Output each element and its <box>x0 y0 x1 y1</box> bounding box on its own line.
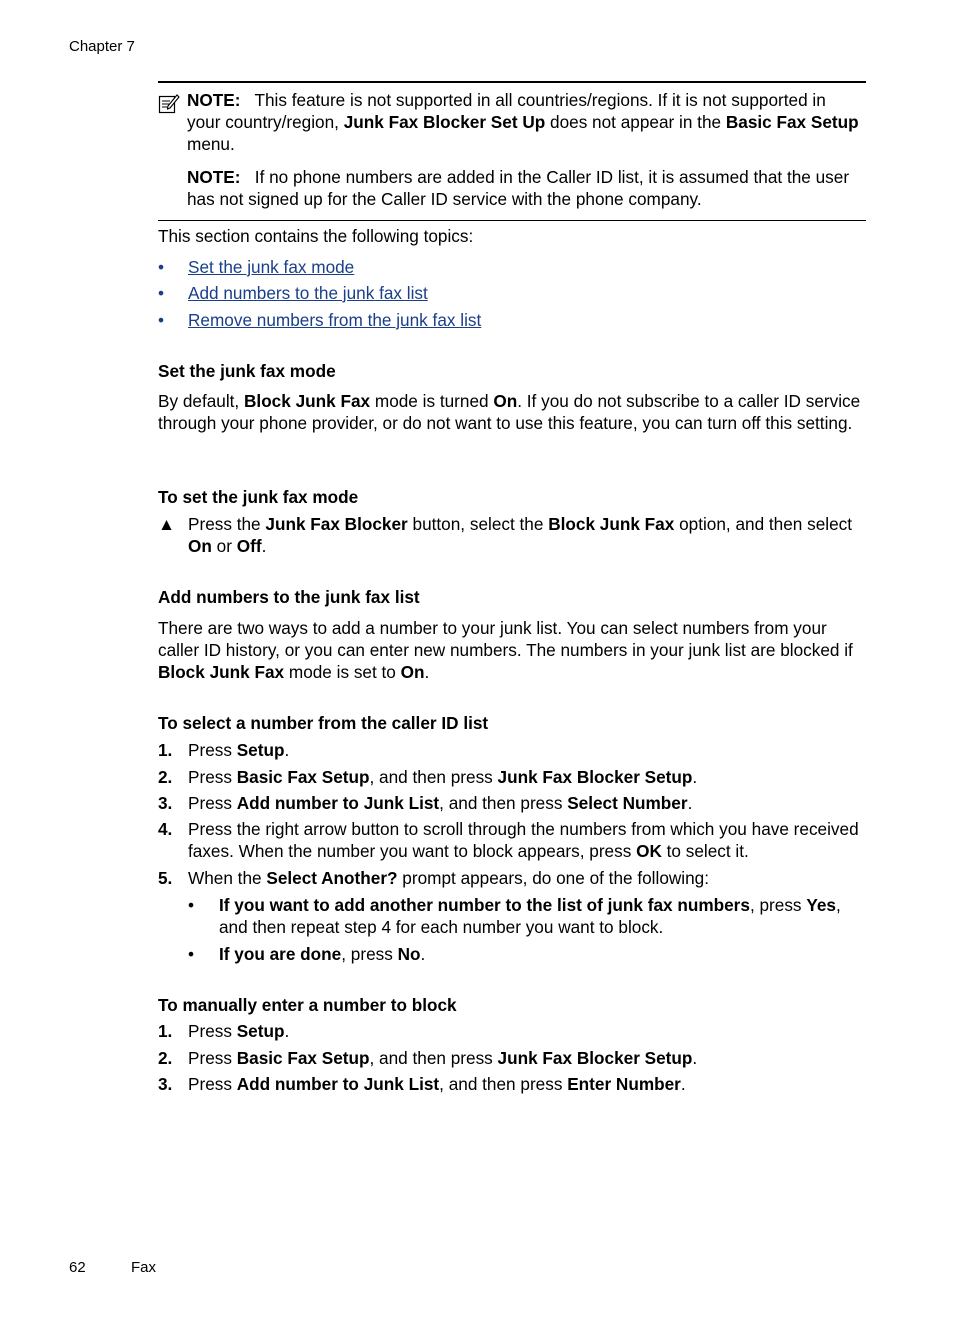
step-text: Press Setup. <box>188 740 290 760</box>
section-2-paragraph: There are two ways to add a number to your junk list. You can select numbers from your caller ID history, or you can enter new numbers. The numbers in your junk list are blocked if Block Junk Fax mode is set to On. <box>158 618 853 682</box>
step-number: 2. <box>158 767 173 787</box>
step-text: Press the right arrow button to scroll through the numbers from which you have received faxes. When the number you want to block appears, press OK to select it. <box>188 819 859 861</box>
step-text: Press Add number to Junk List, and then press Enter Number. <box>188 1074 686 1094</box>
step-text: Press Setup. <box>188 1021 290 1041</box>
step-number: 5. <box>158 868 173 888</box>
step-number: 1. <box>158 740 173 760</box>
bullet: • <box>158 310 165 330</box>
bullet: • <box>188 895 195 915</box>
step-number: 1. <box>158 1021 173 1041</box>
chapter-header: Chapter 7 <box>69 38 135 55</box>
topic-link-add-numbers[interactable]: Add numbers to the junk fax list <box>188 283 428 303</box>
procedure-heading-set-junk-fax-mode: To set the junk fax mode <box>158 487 359 507</box>
footer-title: Fax <box>131 1259 157 1276</box>
note-1: NOTE: This feature is not supported in all countries/regions. If it is not supported in your country/region, Junk Fax Blocker Set Up does not appear in the Basic Fax Setup menu. <box>187 90 859 154</box>
sub-step-text: If you want to add another number to the list of junk fax numbers, press Yes, and then repeat step 4 for each number you want to block. <box>219 895 841 937</box>
bullet: • <box>158 257 165 277</box>
step-number: 2. <box>158 1048 173 1068</box>
sub-step-text: If you are done, press No. <box>219 944 426 964</box>
note-1-label: NOTE: <box>187 90 241 110</box>
step-number: 3. <box>158 793 173 813</box>
note-2-label: NOTE: <box>187 167 241 187</box>
step-text: When the Select Another? prompt appears, do one of the following: <box>188 868 710 888</box>
section-heading-add-numbers: Add numbers to the junk fax list <box>158 587 420 607</box>
step-text: Press Basic Fax Setup, and then press Junk Fax Blocker Setup. <box>188 1048 698 1068</box>
bullet: • <box>188 944 195 964</box>
step-text: Press Add number to Junk List, and then press Select Number. <box>188 793 693 813</box>
note-2: NOTE: If no phone numbers are added in the Caller ID list, it is assumed that the user has not signed up for the Caller ID service with the phone company. <box>187 167 850 209</box>
step-text: Press the Junk Fax Blocker button, select the Block Junk Fax option, and then select On or Off. <box>188 514 853 556</box>
topic-link-set-junk-fax-mode[interactable]: Set the junk fax mode <box>188 257 355 277</box>
note-box <box>158 81 866 221</box>
topic-link-remove-numbers[interactable]: Remove numbers from the junk fax list <box>188 310 482 330</box>
page-number: 62 <box>69 1259 86 1276</box>
procedure-heading-manual-entry: To manually enter a number to block <box>158 995 457 1015</box>
triangle-bullet-icon: ▲ <box>158 514 176 534</box>
section-heading-set-junk-fax-mode: Set the junk fax mode <box>158 361 336 381</box>
step-number: 3. <box>158 1074 173 1094</box>
section-1-paragraph: By default, Block Junk Fax mode is turned On. If you do not subscribe to a caller ID service through your phone provider, or do not want to use this feature, you can turn off this setting. <box>158 391 861 433</box>
procedure-heading-select-from-caller-id: To select a number from the caller ID list <box>158 713 489 733</box>
procedure-step <box>158 513 866 557</box>
note-icon <box>158 92 180 114</box>
topics-intro: This section contains the following topics: <box>158 226 474 246</box>
step-number: 4. <box>158 819 173 839</box>
bullet: • <box>158 283 165 303</box>
step-text: Press Basic Fax Setup, and then press Junk Fax Blocker Setup. <box>188 767 698 787</box>
